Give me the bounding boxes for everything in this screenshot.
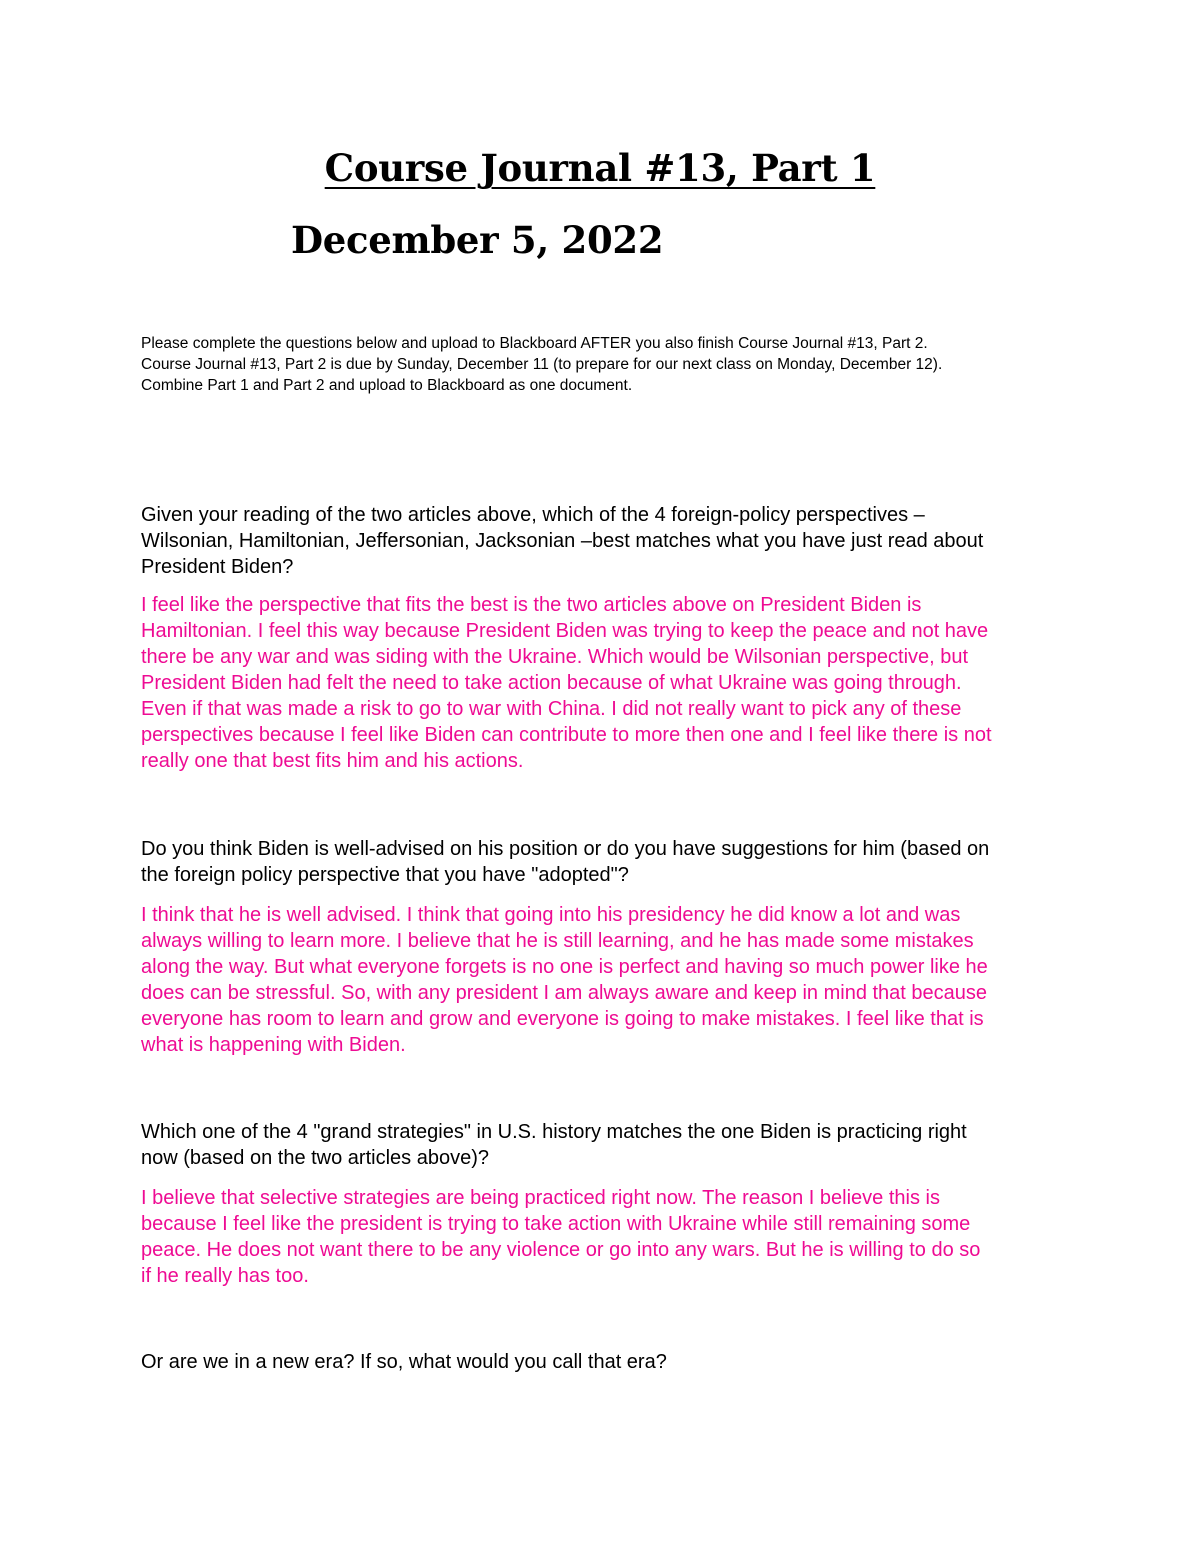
answer-1 (141, 592, 1081, 774)
question-line: the foreign policy perspective that you have "adopted"? (141, 864, 629, 886)
question-line: Do you think Biden is well-advised on his position or do you have suggestions for him (based on (141, 838, 990, 860)
answer-line: if he really has too. (141, 1265, 309, 1287)
page-title: Course Journal #13, Part 1 (324, 146, 876, 190)
question-1 (141, 502, 1081, 580)
answer-line: President Biden had felt the need to take action because of what Ukraine was going through. (141, 672, 962, 694)
question-line: now (based on the two articles above)? (141, 1147, 489, 1169)
answer-line: along the way. But what everyone forgets is no one is perfect and having so much power like he (141, 956, 988, 978)
question-line: Wilsonian, Hamiltonian, Jeffersonian, Jacksonian –best matches what you have just read about (141, 530, 984, 552)
question-line: Or are we in a new era? If so, what would you call that era? (141, 1351, 667, 1373)
answer-line: everyone has room to learn and grow and everyone is going to make mistakes. I feel like that is (141, 1008, 984, 1030)
answer-line: what is happening with Biden. (141, 1034, 406, 1056)
instructions-line: Combine Part 1 and Part 2 and upload to Blackboard as one document. (141, 377, 633, 394)
page-date: December 5, 2022 (291, 218, 664, 262)
answer-line: perspectives because I feel like Biden can contribute to more then one and I feel like there is not (141, 724, 992, 746)
question-line: President Biden? (141, 556, 294, 578)
answer-line: does can be stressful. So, with any president I am always aware and keep in mind that because (141, 982, 988, 1004)
answer-line: really one that best fits him and his actions. (141, 750, 524, 772)
question-line: Given your reading of the two articles above, which of the 4 foreign-policy perspectives – (141, 504, 925, 526)
instructions-line: Please complete the questions below and upload to Blackboard AFTER you also finish Course Journal #13, Part 2. (141, 335, 928, 352)
answer-line: I think that he is well advised. I think that going into his presidency he did know a lot and was (141, 904, 961, 926)
answer-line: I believe that selective strategies are being practiced right now. The reason I believe this is (141, 1187, 940, 1209)
instructions-line: Course Journal #13, Part 2 is due by Sunday, December 11 (to prepare for our next class on Monday, December 12). (141, 356, 943, 373)
answer-line: always willing to learn more. I believe that he is still learning, and he has made some mistakes (141, 930, 974, 952)
instructions (141, 333, 1081, 396)
answer-line: Even if that was made a risk to go to war with China. I did not really want to pick any of these (141, 698, 962, 720)
question-4 (141, 1349, 1081, 1375)
question-2 (141, 836, 1081, 888)
answer-2 (141, 902, 1081, 1058)
answer-line: I feel like the perspective that fits the best is the two articles above on President Biden is (141, 594, 922, 616)
answer-line: Hamiltonian. I feel this way because President Biden was trying to keep the peace and not have (141, 620, 989, 642)
answer-line: because I feel like the president is trying to take action with Ukraine while still remaining some (141, 1213, 971, 1235)
question-3 (141, 1119, 1081, 1171)
answer-line: there be any war and was siding with the Ukraine. Which would be Wilsonian perspective, but (141, 646, 969, 668)
answer-3 (141, 1185, 1081, 1289)
answer-line: peace. He does not want there to be any violence or go into any wars. But he is willing to do so (141, 1239, 981, 1261)
question-line: Which one of the 4 "grand strategies" in U.S. history matches the one Biden is practicing right (141, 1121, 967, 1143)
